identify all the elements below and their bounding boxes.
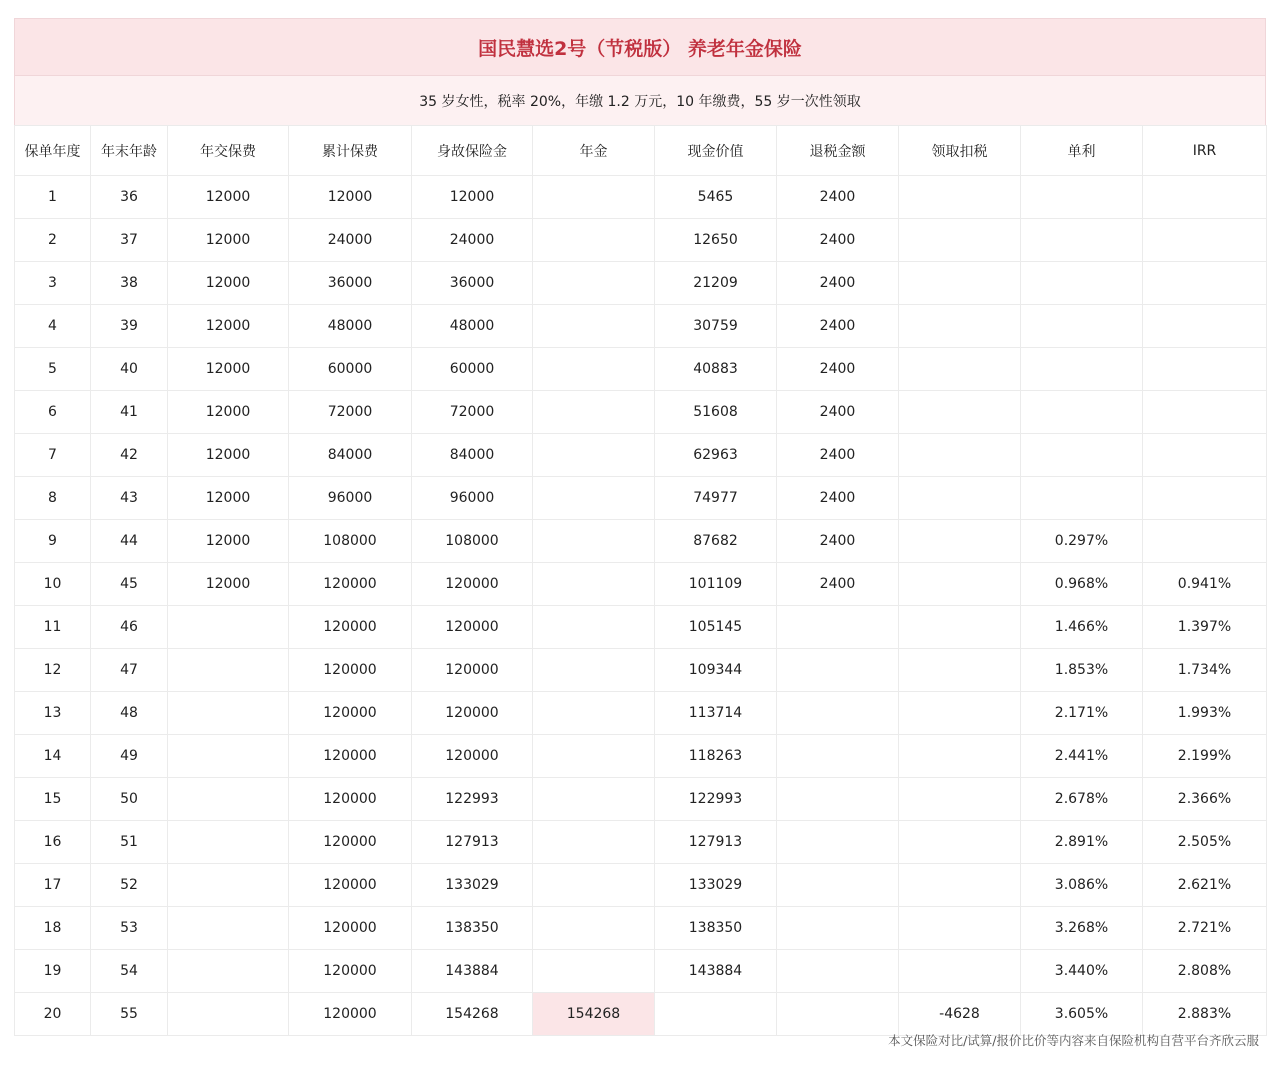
table-cell: 12000	[168, 348, 289, 391]
table-cell	[777, 907, 899, 950]
table-cell: 108000	[412, 520, 533, 563]
column-header: 年金	[533, 126, 655, 176]
table-cell: 2.721%	[1143, 907, 1267, 950]
table-cell: 2.199%	[1143, 735, 1267, 778]
table-cell: 12650	[655, 219, 777, 262]
table-cell: 2.171%	[1021, 692, 1143, 735]
table-cell: 43	[91, 477, 168, 520]
column-header: 身故保险金	[412, 126, 533, 176]
table-cell: 6	[15, 391, 91, 434]
table-cell: 120000	[289, 907, 412, 950]
table-cell	[777, 950, 899, 993]
table-cell	[1143, 434, 1267, 477]
table-cell	[899, 735, 1021, 778]
table-cell	[777, 864, 899, 907]
table-cell: 39	[91, 305, 168, 348]
table-cell: 44	[91, 520, 168, 563]
table-cell: 120000	[412, 649, 533, 692]
table-cell: 12000	[168, 219, 289, 262]
table-cell: 127913	[412, 821, 533, 864]
table-row	[15, 176, 1267, 219]
table-cell: 1.397%	[1143, 606, 1267, 649]
table-body	[15, 176, 1267, 1036]
table-cell: 41	[91, 391, 168, 434]
table-cell	[533, 950, 655, 993]
table-cell: 12000	[168, 563, 289, 606]
table-cell: 2.891%	[1021, 821, 1143, 864]
table-cell: 37	[91, 219, 168, 262]
table-cell: 2400	[777, 348, 899, 391]
table-cell: 52	[91, 864, 168, 907]
table-cell: 53	[91, 907, 168, 950]
table-cell: 96000	[289, 477, 412, 520]
table-cell	[168, 606, 289, 649]
column-header: 现金价值	[655, 126, 777, 176]
table-cell	[1143, 305, 1267, 348]
table-cell: 120000	[412, 692, 533, 735]
table-cell: 1	[15, 176, 91, 219]
table-cell: 5	[15, 348, 91, 391]
table-cell: 12000	[168, 477, 289, 520]
table-cell	[533, 907, 655, 950]
table-cell: 40	[91, 348, 168, 391]
table-cell: 12000	[168, 305, 289, 348]
table-cell: 21209	[655, 262, 777, 305]
table-row	[15, 649, 1267, 692]
table-cell: 51608	[655, 391, 777, 434]
table-cell	[899, 176, 1021, 219]
table-cell	[899, 821, 1021, 864]
table-cell: 24000	[412, 219, 533, 262]
column-header: 保单年度	[15, 126, 91, 176]
column-header: 年末年龄	[91, 126, 168, 176]
column-header: 累计保费	[289, 126, 412, 176]
table-cell: 62963	[655, 434, 777, 477]
table-cell	[777, 821, 899, 864]
table-cell	[777, 606, 899, 649]
table-cell: 40883	[655, 348, 777, 391]
table-cell	[899, 606, 1021, 649]
table-cell	[899, 563, 1021, 606]
table-cell: 12000	[168, 434, 289, 477]
table-row	[15, 219, 1267, 262]
table-cell: 12000	[412, 176, 533, 219]
table-cell	[777, 649, 899, 692]
table-cell	[168, 993, 289, 1036]
table-row	[15, 950, 1267, 993]
table-row	[15, 778, 1267, 821]
table-row	[15, 563, 1267, 606]
table-row	[15, 305, 1267, 348]
table-cell	[1143, 219, 1267, 262]
table-cell: 120000	[289, 778, 412, 821]
table-cell	[899, 391, 1021, 434]
table-cell	[533, 176, 655, 219]
table-row	[15, 520, 1267, 563]
table-cell: 36000	[412, 262, 533, 305]
table-cell	[899, 649, 1021, 692]
table-cell	[168, 907, 289, 950]
table-cell: 96000	[412, 477, 533, 520]
table-cell: 143884	[412, 950, 533, 993]
table-cell	[899, 520, 1021, 563]
table-cell: 127913	[655, 821, 777, 864]
table-cell	[533, 520, 655, 563]
table-cell: 120000	[289, 821, 412, 864]
table-cell: 143884	[655, 950, 777, 993]
table-cell	[533, 563, 655, 606]
table-cell: 0.297%	[1021, 520, 1143, 563]
table-cell: 118263	[655, 735, 777, 778]
table-cell: 101109	[655, 563, 777, 606]
table-cell	[1021, 348, 1143, 391]
table-header	[15, 126, 1267, 176]
table-cell	[899, 907, 1021, 950]
table-cell: 2400	[777, 563, 899, 606]
column-header: 领取扣税	[899, 126, 1021, 176]
table-cell	[533, 434, 655, 477]
table-cell: 2.505%	[1143, 821, 1267, 864]
table-cell: 2.441%	[1021, 735, 1143, 778]
table-cell: 122993	[655, 778, 777, 821]
table-cell	[899, 950, 1021, 993]
table-cell: 0.941%	[1143, 563, 1267, 606]
benefit-table	[14, 125, 1267, 1036]
table-cell	[533, 262, 655, 305]
table-cell	[533, 821, 655, 864]
table-cell	[168, 692, 289, 735]
table-cell: 1.993%	[1143, 692, 1267, 735]
table-cell	[1143, 391, 1267, 434]
table-cell: 3.440%	[1021, 950, 1143, 993]
table-cell	[899, 305, 1021, 348]
table-cell: 12000	[289, 176, 412, 219]
table-cell: 109344	[655, 649, 777, 692]
table-cell: 60000	[412, 348, 533, 391]
table-cell: 3.268%	[1021, 907, 1143, 950]
table-cell	[899, 692, 1021, 735]
column-header: 单利	[1021, 126, 1143, 176]
table-cell: 138350	[655, 907, 777, 950]
table-cell	[655, 993, 777, 1036]
table-cell: 120000	[289, 993, 412, 1036]
table-cell	[168, 735, 289, 778]
table-cell: 2400	[777, 477, 899, 520]
table-cell	[777, 735, 899, 778]
table-row	[15, 391, 1267, 434]
table-cell: 74977	[655, 477, 777, 520]
table-cell: 120000	[289, 606, 412, 649]
table-cell: 14	[15, 735, 91, 778]
table-cell: 12000	[168, 262, 289, 305]
table-cell: 12	[15, 649, 91, 692]
table-cell: -4628	[899, 993, 1021, 1036]
table-cell	[533, 735, 655, 778]
report-container	[14, 18, 1266, 1036]
table-cell: 47	[91, 649, 168, 692]
table-cell: 36000	[289, 262, 412, 305]
table-cell: 51	[91, 821, 168, 864]
table-cell: 49	[91, 735, 168, 778]
table-cell	[1021, 391, 1143, 434]
table-cell: 2400	[777, 305, 899, 348]
table-cell: 48	[91, 692, 168, 735]
table-cell: 12000	[168, 520, 289, 563]
table-row	[15, 606, 1267, 649]
table-cell	[1021, 477, 1143, 520]
table-row	[15, 735, 1267, 778]
table-cell: 120000	[289, 692, 412, 735]
table-cell	[533, 778, 655, 821]
table-cell: 1.853%	[1021, 649, 1143, 692]
table-cell	[1143, 520, 1267, 563]
table-cell: 2.621%	[1143, 864, 1267, 907]
table-cell	[1143, 348, 1267, 391]
table-cell: 45	[91, 563, 168, 606]
table-cell: 120000	[289, 563, 412, 606]
table-cell: 120000	[412, 606, 533, 649]
table-cell	[777, 692, 899, 735]
table-cell: 16	[15, 821, 91, 864]
table-cell: 48000	[289, 305, 412, 348]
table-cell	[168, 821, 289, 864]
table-cell: 55	[91, 993, 168, 1036]
table-cell	[1021, 262, 1143, 305]
table-subtitle: 35 岁女性，税率 20%，年缴 1.2 万元，10 年缴费，55 岁一次性领取	[14, 75, 1266, 125]
table-cell: 105145	[655, 606, 777, 649]
table-cell: 50	[91, 778, 168, 821]
table-cell: 8	[15, 477, 91, 520]
table-cell	[533, 864, 655, 907]
table-cell: 5465	[655, 176, 777, 219]
table-cell	[899, 477, 1021, 520]
table-cell: 2400	[777, 391, 899, 434]
table-cell: 2.678%	[1021, 778, 1143, 821]
table-cell: 4	[15, 305, 91, 348]
table-cell	[168, 950, 289, 993]
table-cell: 17	[15, 864, 91, 907]
table-cell: 46	[91, 606, 168, 649]
table-cell: 133029	[412, 864, 533, 907]
table-cell: 1.466%	[1021, 606, 1143, 649]
table-cell	[899, 778, 1021, 821]
table-cell: 2400	[777, 176, 899, 219]
table-cell: 30759	[655, 305, 777, 348]
table-cell: 0.968%	[1021, 563, 1143, 606]
table-cell	[1021, 434, 1143, 477]
table-cell: 120000	[289, 864, 412, 907]
table-cell	[899, 864, 1021, 907]
table-cell	[777, 993, 899, 1036]
table-cell: 48000	[412, 305, 533, 348]
table-cell: 10	[15, 563, 91, 606]
table-cell	[899, 262, 1021, 305]
table-cell: 15	[15, 778, 91, 821]
table-cell: 60000	[289, 348, 412, 391]
table-cell: 72000	[412, 391, 533, 434]
table-cell: 2400	[777, 262, 899, 305]
table-cell: 24000	[289, 219, 412, 262]
table-cell: 20	[15, 993, 91, 1036]
table-cell: 2400	[777, 520, 899, 563]
table-cell	[533, 477, 655, 520]
table-cell: 87682	[655, 520, 777, 563]
table-cell: 3	[15, 262, 91, 305]
table-cell: 2	[15, 219, 91, 262]
source-footnote: 本文保险对比/试算/报价比价等内容来自保险机构自营平台齐欣云服	[888, 1033, 1259, 1048]
table-cell: 138350	[412, 907, 533, 950]
table-cell	[168, 778, 289, 821]
column-header: 退税金额	[777, 126, 899, 176]
table-row	[15, 262, 1267, 305]
header-row	[15, 126, 1267, 176]
table-cell: 12000	[168, 176, 289, 219]
table-cell: 120000	[289, 649, 412, 692]
table-cell: 84000	[412, 434, 533, 477]
table-cell	[168, 864, 289, 907]
table-cell	[899, 348, 1021, 391]
table-row	[15, 434, 1267, 477]
table-cell: 54	[91, 950, 168, 993]
table-cell	[1021, 305, 1143, 348]
table-cell: 154268	[533, 993, 655, 1036]
table-title: 国民慧选2号（节税版） 养老年金保险	[14, 18, 1266, 75]
table-cell	[777, 778, 899, 821]
table-cell: 18	[15, 907, 91, 950]
table-cell	[1143, 477, 1267, 520]
table-cell: 120000	[289, 950, 412, 993]
table-cell	[168, 649, 289, 692]
table-cell	[533, 348, 655, 391]
table-row	[15, 907, 1267, 950]
table-cell: 36	[91, 176, 168, 219]
table-row	[15, 692, 1267, 735]
table-cell: 11	[15, 606, 91, 649]
table-row	[15, 348, 1267, 391]
table-cell: 2400	[777, 219, 899, 262]
table-cell: 108000	[289, 520, 412, 563]
table-cell	[533, 692, 655, 735]
table-cell	[899, 219, 1021, 262]
table-cell	[533, 649, 655, 692]
table-cell: 42	[91, 434, 168, 477]
table-cell: 1.734%	[1143, 649, 1267, 692]
table-cell: 3.086%	[1021, 864, 1143, 907]
table-cell: 133029	[655, 864, 777, 907]
table-cell	[533, 391, 655, 434]
table-cell	[1143, 262, 1267, 305]
table-cell: 12000	[168, 391, 289, 434]
table-cell	[899, 434, 1021, 477]
table-cell: 84000	[289, 434, 412, 477]
table-cell: 154268	[412, 993, 533, 1036]
table-cell	[1021, 176, 1143, 219]
table-cell: 2400	[777, 434, 899, 477]
table-cell: 38	[91, 262, 168, 305]
table-row	[15, 864, 1267, 907]
table-cell: 122993	[412, 778, 533, 821]
table-cell: 113714	[655, 692, 777, 735]
table-row	[15, 821, 1267, 864]
column-header: IRR	[1143, 126, 1267, 176]
table-cell: 120000	[412, 563, 533, 606]
table-cell: 120000	[412, 735, 533, 778]
table-row	[15, 477, 1267, 520]
table-cell: 13	[15, 692, 91, 735]
table-cell: 2.883%	[1143, 993, 1267, 1036]
table-cell: 72000	[289, 391, 412, 434]
table-row	[15, 993, 1267, 1036]
table-cell: 19	[15, 950, 91, 993]
table-cell	[533, 219, 655, 262]
table-cell	[533, 606, 655, 649]
table-cell: 2.366%	[1143, 778, 1267, 821]
table-cell: 3.605%	[1021, 993, 1143, 1036]
table-cell: 9	[15, 520, 91, 563]
table-cell	[1143, 176, 1267, 219]
table-cell: 7	[15, 434, 91, 477]
table-cell	[533, 305, 655, 348]
table-cell: 120000	[289, 735, 412, 778]
table-cell	[1021, 219, 1143, 262]
column-header: 年交保费	[168, 126, 289, 176]
table-cell: 2.808%	[1143, 950, 1267, 993]
